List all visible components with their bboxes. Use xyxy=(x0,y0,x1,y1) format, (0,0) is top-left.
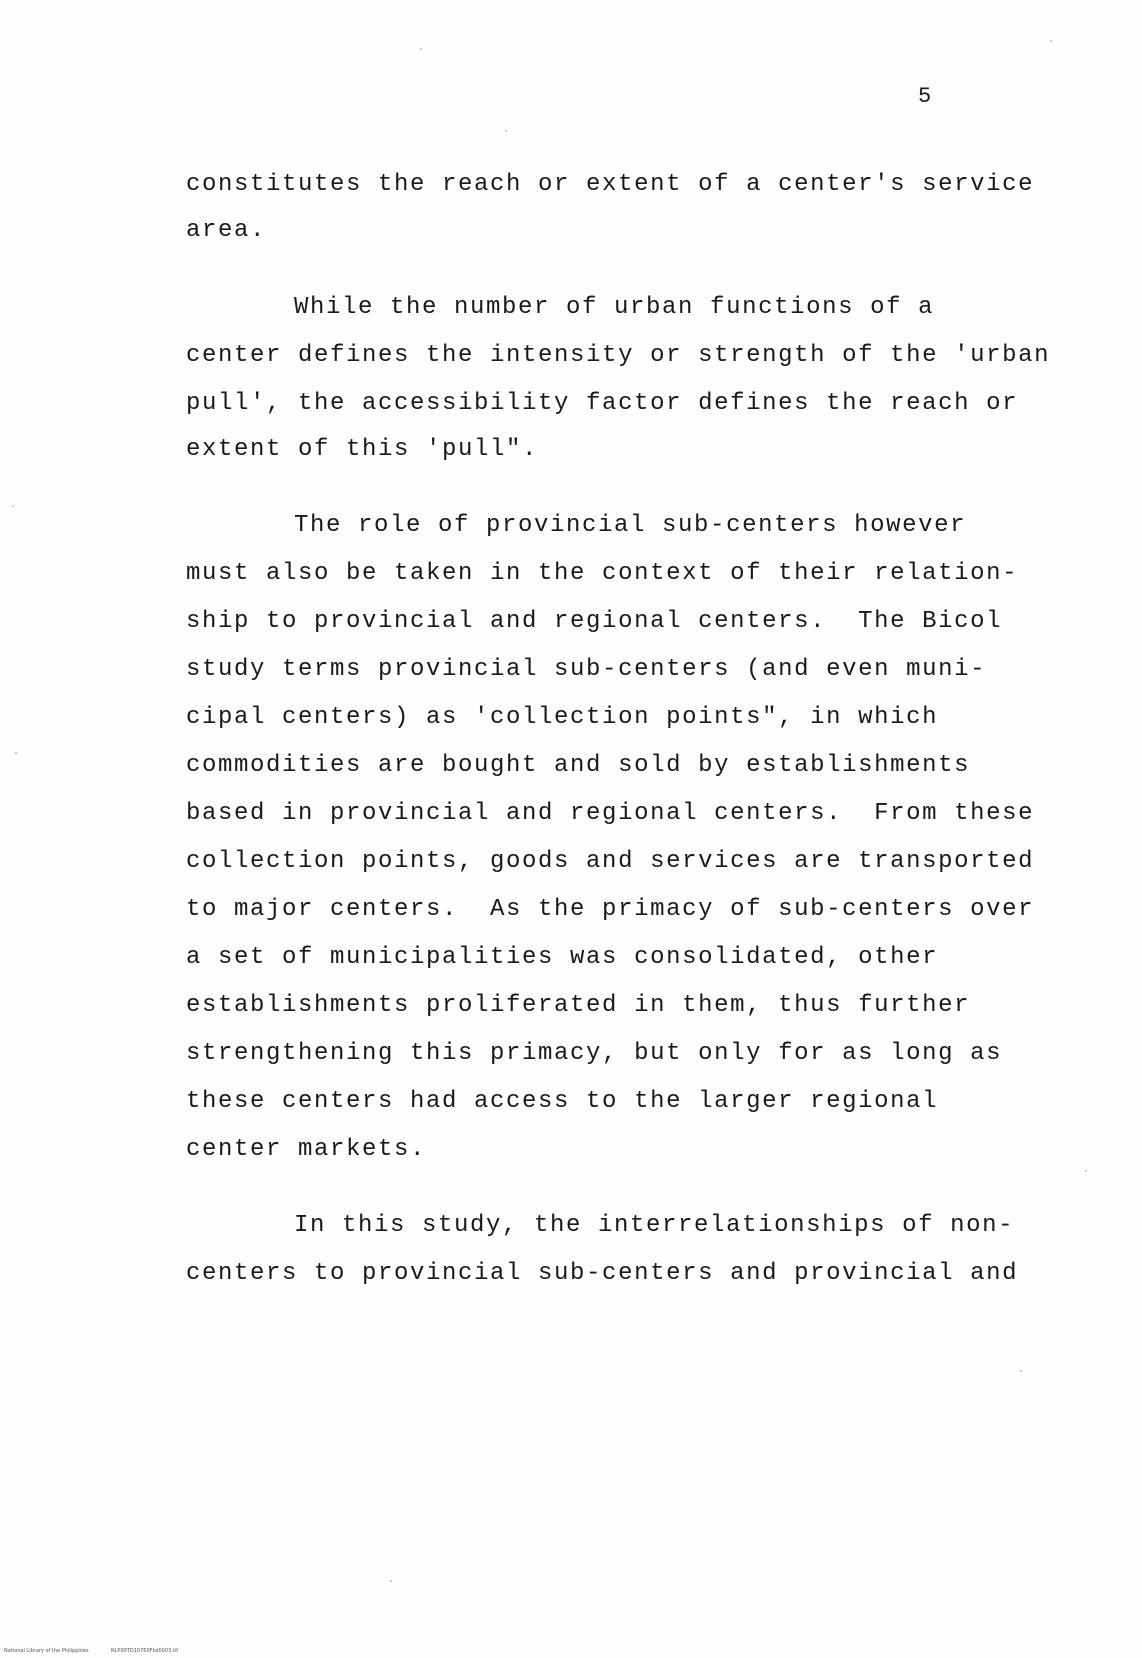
scan-speck xyxy=(1020,1370,1022,1372)
scan-footer xyxy=(4,1648,178,1654)
text-line: must also be taken in the context of their relation- xyxy=(186,560,1019,587)
text-line: The role of provincial sub-centers however xyxy=(294,512,967,539)
text-line: study terms provincial sub-centers (and even muni- xyxy=(186,656,987,683)
text-line: cipal centers) as 'collection points", in which xyxy=(186,704,939,731)
text-line: strengthening this primacy, but only for as long as xyxy=(186,1040,1003,1067)
text-line: constitutes the reach or extent of a center's service xyxy=(186,171,1035,198)
text-line: area. xyxy=(186,217,267,244)
text-line: collection points, goods and services are transported xyxy=(186,848,1035,875)
scan-speck xyxy=(390,1580,392,1582)
text-line: establishments proliferated in them, thus further xyxy=(186,992,971,1019)
text-line: extent of this 'pull". xyxy=(186,436,539,463)
text-line: center markets. xyxy=(186,1136,427,1163)
text-line: centers to provincial sub-centers and provincial and xyxy=(186,1260,1019,1287)
footer-filename: NLP00TD10760Fkd0003.tif xyxy=(110,1648,178,1654)
page-number: 5 xyxy=(918,84,933,109)
scan-speck xyxy=(420,48,422,50)
scan-speck xyxy=(12,505,14,507)
scan-speck xyxy=(15,752,17,754)
text-line: ship to provincial and regional centers. The Bicol xyxy=(186,608,1003,635)
scan-speck xyxy=(1050,40,1052,42)
text-line: While the number of urban functions of a xyxy=(294,294,935,321)
text-line: a set of municipalities was consolidated, other xyxy=(186,944,939,971)
text-line: In this study, the interrelationships of non- xyxy=(294,1212,1015,1239)
footer-library: National Library of the Philippines xyxy=(4,1648,89,1654)
scan-speck xyxy=(505,130,507,132)
text-line: commodities are bought and sold by establishments xyxy=(186,752,971,779)
text-line: to major centers. As the primacy of sub-centers over xyxy=(186,896,1035,923)
scan-speck xyxy=(1085,1170,1087,1172)
text-line: these centers had access to the larger regional xyxy=(186,1088,939,1115)
text-line: center defines the intensity or strength of the 'urban xyxy=(186,342,1051,369)
text-line: based in provincial and regional centers. From these xyxy=(186,800,1035,827)
text-line: pull', the accessibility factor defines the reach or xyxy=(186,390,1019,417)
